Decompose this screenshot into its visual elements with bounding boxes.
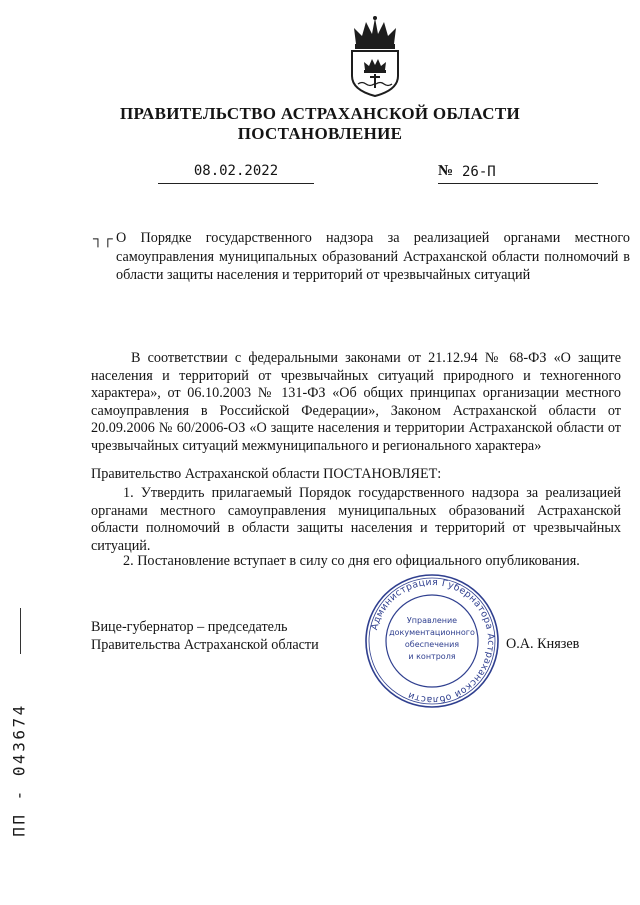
serial-number-area xyxy=(4,690,34,850)
document-type: ПОСТАНОВЛЕНИЕ xyxy=(237,124,403,143)
signatory-position-line-1: Вице-губернатор – председатель xyxy=(91,619,288,635)
stamp-center-line-1: Управление xyxy=(406,616,458,625)
stamp-ring-text: Администрация Губернатора Астраханской области xyxy=(369,576,497,706)
stamp-center-line-2: документационного xyxy=(389,628,475,637)
decree-item-1: 1. Утвердить прилагаемый Порядок государственного надзора за реализацией органами местного самоуправления муниципальных образований Астраханской области полномочий в области защиты населения и территорий от чрезвычайных ситуаций. xyxy=(91,485,621,554)
number-sign: № xyxy=(438,163,454,179)
official-stamp xyxy=(364,573,500,709)
preamble-paragraph: В соответствии с федеральными законами от 21.12.94 № 68-ФЗ «О защите населения и территорий от чрезвычайных ситуаций природного и техногенного характера», от 06.10.2003 № 131-ФЗ «Об общих принципах организации местного самоуправления в Российской Федерации», Законом Астраханской области от 20.09.2006 № 60/2006-ОЗ «О защите населения и территории Астраханской области от чрезвычайных ситуаций межмуниципального и регионального характера» xyxy=(91,350,621,454)
stamp-center-line-3: обеспечения xyxy=(404,640,460,649)
document-date: 08.02.2022 xyxy=(158,163,314,184)
form-serial-number: ПП - 043674 xyxy=(9,703,29,837)
margin-line xyxy=(20,608,21,654)
organization-title: ПРАВИТЕЛЬСТВО АСТРАХАНСКОЙ ОБЛАСТИ xyxy=(120,104,520,123)
stamp-center-line-4: и контроля xyxy=(408,652,456,661)
document-number: 26-П xyxy=(462,164,496,180)
document-subject: О Порядке государственного надзора за реализацией органами местного самоуправления муниципальных образований Астраханской области полномочий в области защиты населения и территорий от чрезвычайных ситуаций xyxy=(116,230,630,283)
subject-bracket-mark: ┐┌ xyxy=(93,232,113,247)
document-number-field xyxy=(438,163,598,184)
decree-item-2: 2. Постановление вступает в силу со дня его официального опубликования. xyxy=(123,553,580,569)
signatory-position xyxy=(91,618,319,654)
signatory-position-line-2: Правительства Астраханской области xyxy=(91,637,319,653)
signatory-name: О.А. Князев xyxy=(506,636,580,652)
coat-of-arms-icon xyxy=(346,14,404,98)
decree-line: Правительство Астраханской области ПОСТАНОВЛЯЕТ: xyxy=(91,466,442,482)
